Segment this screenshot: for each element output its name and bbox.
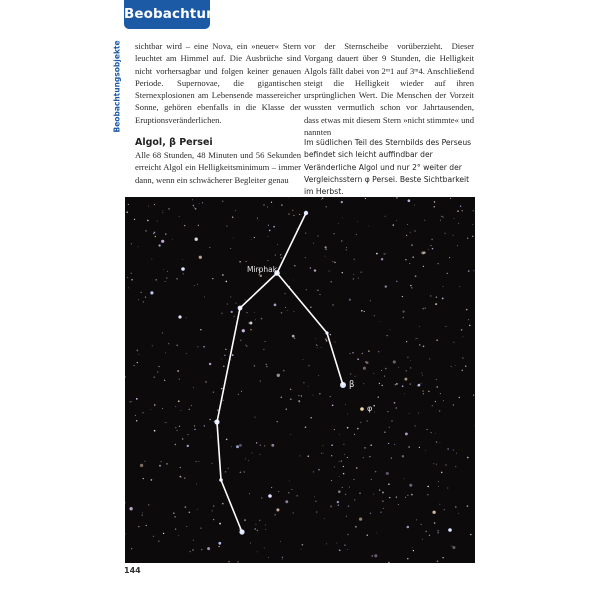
star-chart-photo bbox=[125, 197, 475, 563]
page-number: 144 bbox=[124, 566, 141, 575]
constellation-svg bbox=[125, 197, 475, 563]
section-heading: Algol, β Persei bbox=[135, 137, 213, 149]
label-phi: φ bbox=[367, 404, 373, 413]
right-paragraph-1: vor der Sternscheibe vorüberzieht. Dieser Vorgang dauert über 9 Stunden, die Helligkeit Algols fällt dabei von 2ᵐ1 auf 3ᵐ4. Anschließend steigt die Helligkeit wieder auf ihren ursprünglichen Wert. Die Menschen der Vorzeit wussten vermutlich schon vor Jahrtausenden, dass etwas mit diesem Stern »nicht stimmte« und nannten bbox=[304, 41, 474, 138]
star-field bbox=[125, 197, 475, 563]
figure-caption: Im südlichen Teil des Sternbilds des Perseus befindet sich leicht auffindbar der Veränderliche Algol und nur 2° weiter der Vergleichsstern φ Persei. Beste Sichtbarkeit im Herbst. bbox=[304, 138, 472, 197]
constellation-line-east bbox=[277, 273, 343, 385]
section-tab: Beobachtung bbox=[124, 0, 210, 29]
label-mirphak: Mirphak bbox=[247, 265, 278, 274]
left-paragraph-1: sichtbar wird – eine Nova, ein »neuer« Stern leuchtet am Himmel auf. Die Ausbrüche sind nicht vorhersagbar und folgen keiner genauen Periode. Supernovae, die gigantischen Sternexplosionen am Lebensende massereicher Sonne, gehören ebenfalls in die Klasse der Eruptionsveränderlichen. bbox=[135, 41, 301, 125]
side-label bbox=[110, 40, 124, 135]
right-column bbox=[304, 40, 474, 138]
left-column bbox=[135, 40, 301, 186]
label-beta: β bbox=[349, 380, 355, 390]
side-label-text: Beobachtungsobjekte bbox=[112, 40, 122, 133]
left-paragraph-2: Alle 68 Stunden, 48 Minuten und 56 Sekunden erreicht Algol ein Helligkeitsminimum – immer dann, wenn ein schwächerer Begleiter genau bbox=[135, 150, 301, 185]
constellation-line-west bbox=[217, 213, 306, 532]
